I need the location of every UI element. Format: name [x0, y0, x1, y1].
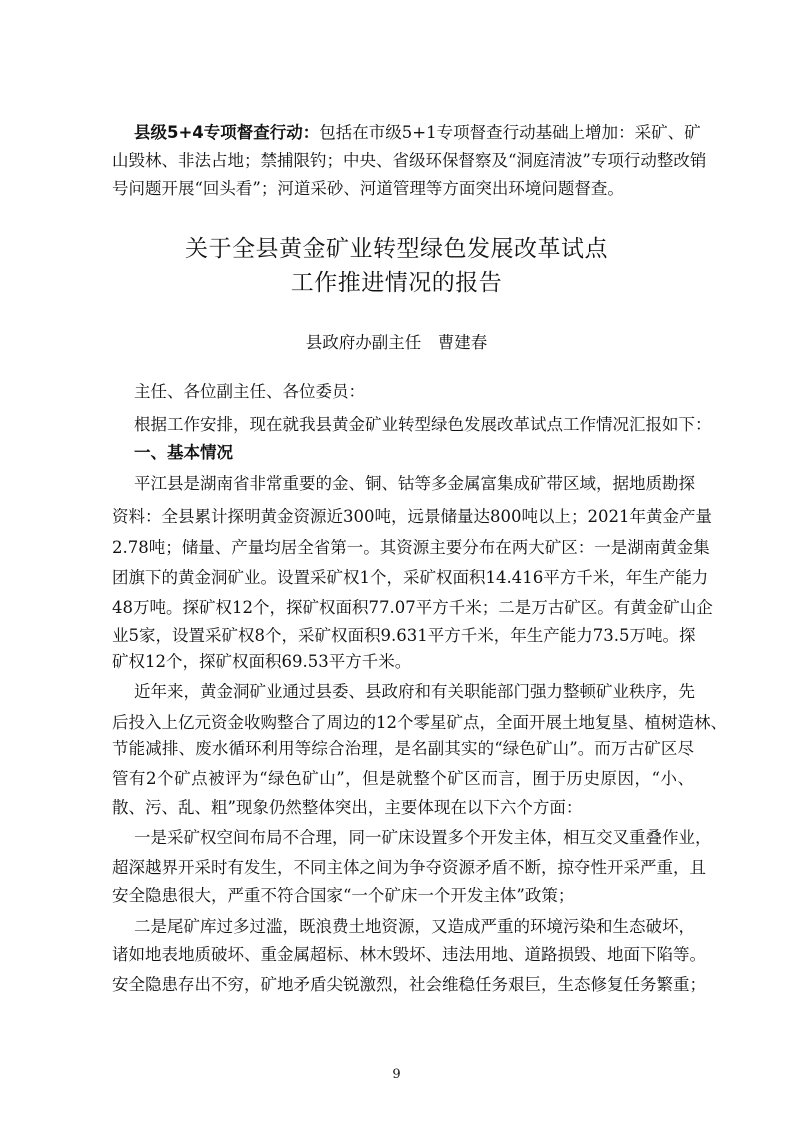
- report-title-line-1: 关于全县黄金矿业转型绿色发展改革试点: [185, 236, 608, 262]
- body-line: 安全隐患存出不穷，矿地矛盾尖锐激烈，社会维稳任务艰巨，生态修复任务繁重；: [112, 975, 706, 994]
- body-line: 团旗下的黄金洞矿业。设置采矿权1个，采矿权面积14.416平方千米，年生产能力: [112, 568, 709, 587]
- intro-line-1: [112, 122, 701, 144]
- body-line: 二是尾矿库过多过滥，既浪费土地资源，又造成严重的环境污染和生态破坏，: [134, 917, 695, 936]
- body-line: 资料：全县累计探明黄金资源近300吨，远景储量达800吨以上；2021年黄金产量: [112, 507, 712, 526]
- body-line: 后投入上亿元资金收购整合了周边的12个零星矿点，全面开展土地复垦、植树造林、: [112, 713, 727, 732]
- page-number: 9: [392, 1067, 401, 1082]
- body-line: 平江县是湖南省非常重要的金、铜、钴等多金属富集成矿带区域，据地质勘探: [134, 474, 695, 493]
- intro-lead: 县级5+4专项督查行动：: [134, 123, 320, 142]
- body-line: 业5家，设置采矿权8个，采矿权面积9.631平方千米，年生产能力73.5万吨。探: [112, 626, 696, 645]
- body-line: 一是采矿权空间布局不合理，同一矿床设置多个开发主体，相互交叉重叠作业，: [134, 828, 712, 847]
- body-line: 矿权12个，探矿权面积69.53平方千米。: [112, 652, 412, 671]
- body-line: 管有2个矿点被评为“绿色矿山”，但是就整个矿区而言，囿于历史原因，“小、: [112, 769, 694, 788]
- body-line: 2.78吨；储量、产量均居全省第一。其资源主要分布在两大矿区：一是湖南黄金集: [112, 538, 710, 557]
- body-line: 近年来，黄金洞矿业通过县委、县政府和有关职能部门强力整顿矿业秩序，先: [134, 682, 695, 701]
- section-heading: 一、基本情况: [134, 443, 233, 462]
- body-line: 散、污、乱、粗”现象仍然整体突出，主要体现在以下六个方面：: [112, 798, 583, 817]
- author-line: 县政府办副主任 曹建春: [305, 333, 488, 352]
- body-line: 超深越界开采时有发生，不同主体之间为争夺资源矛盾不断，掠夺性开采严重，且: [112, 858, 706, 877]
- intro-line-2: 山毁林、非法占地；禁捕限钓；中央、省级环保督察及“洞庭清波”专项行动整改销: [112, 151, 707, 170]
- intro-text: 包括在市级5+1专项督查行动基础上增加：采矿、矿: [319, 123, 701, 142]
- intro-line-3: 号问题开展“回头看”；河道采砂、河道管理等方面突出环境问题督查。: [112, 179, 624, 198]
- body-line: 根据工作安排，现在就我县黄金矿业转型绿色发展改革试点工作情况汇报如下：: [134, 415, 712, 434]
- body-line: 诸如地表地质破坏、重金属超标、林木毁坏、违法用地、道路损毁、地面下陷等。: [112, 945, 706, 964]
- body-line: 节能减排、废水循环利用等综合治理，是名副其实的“绿色矿山”。而万古矿区尽: [112, 739, 694, 758]
- body-line: 48万吨。探矿权12个，探矿权面积77.07平方千米；二是万古矿区。有黄金矿山企: [112, 598, 713, 617]
- report-title-line-2: 工作推进情况的报告: [290, 270, 503, 296]
- body-line: 主任、各位副主任、各位委员：: [134, 382, 365, 401]
- body-line: 安全隐患很大，严重不符合国家“一个矿床一个开发主体”政策；: [112, 886, 575, 905]
